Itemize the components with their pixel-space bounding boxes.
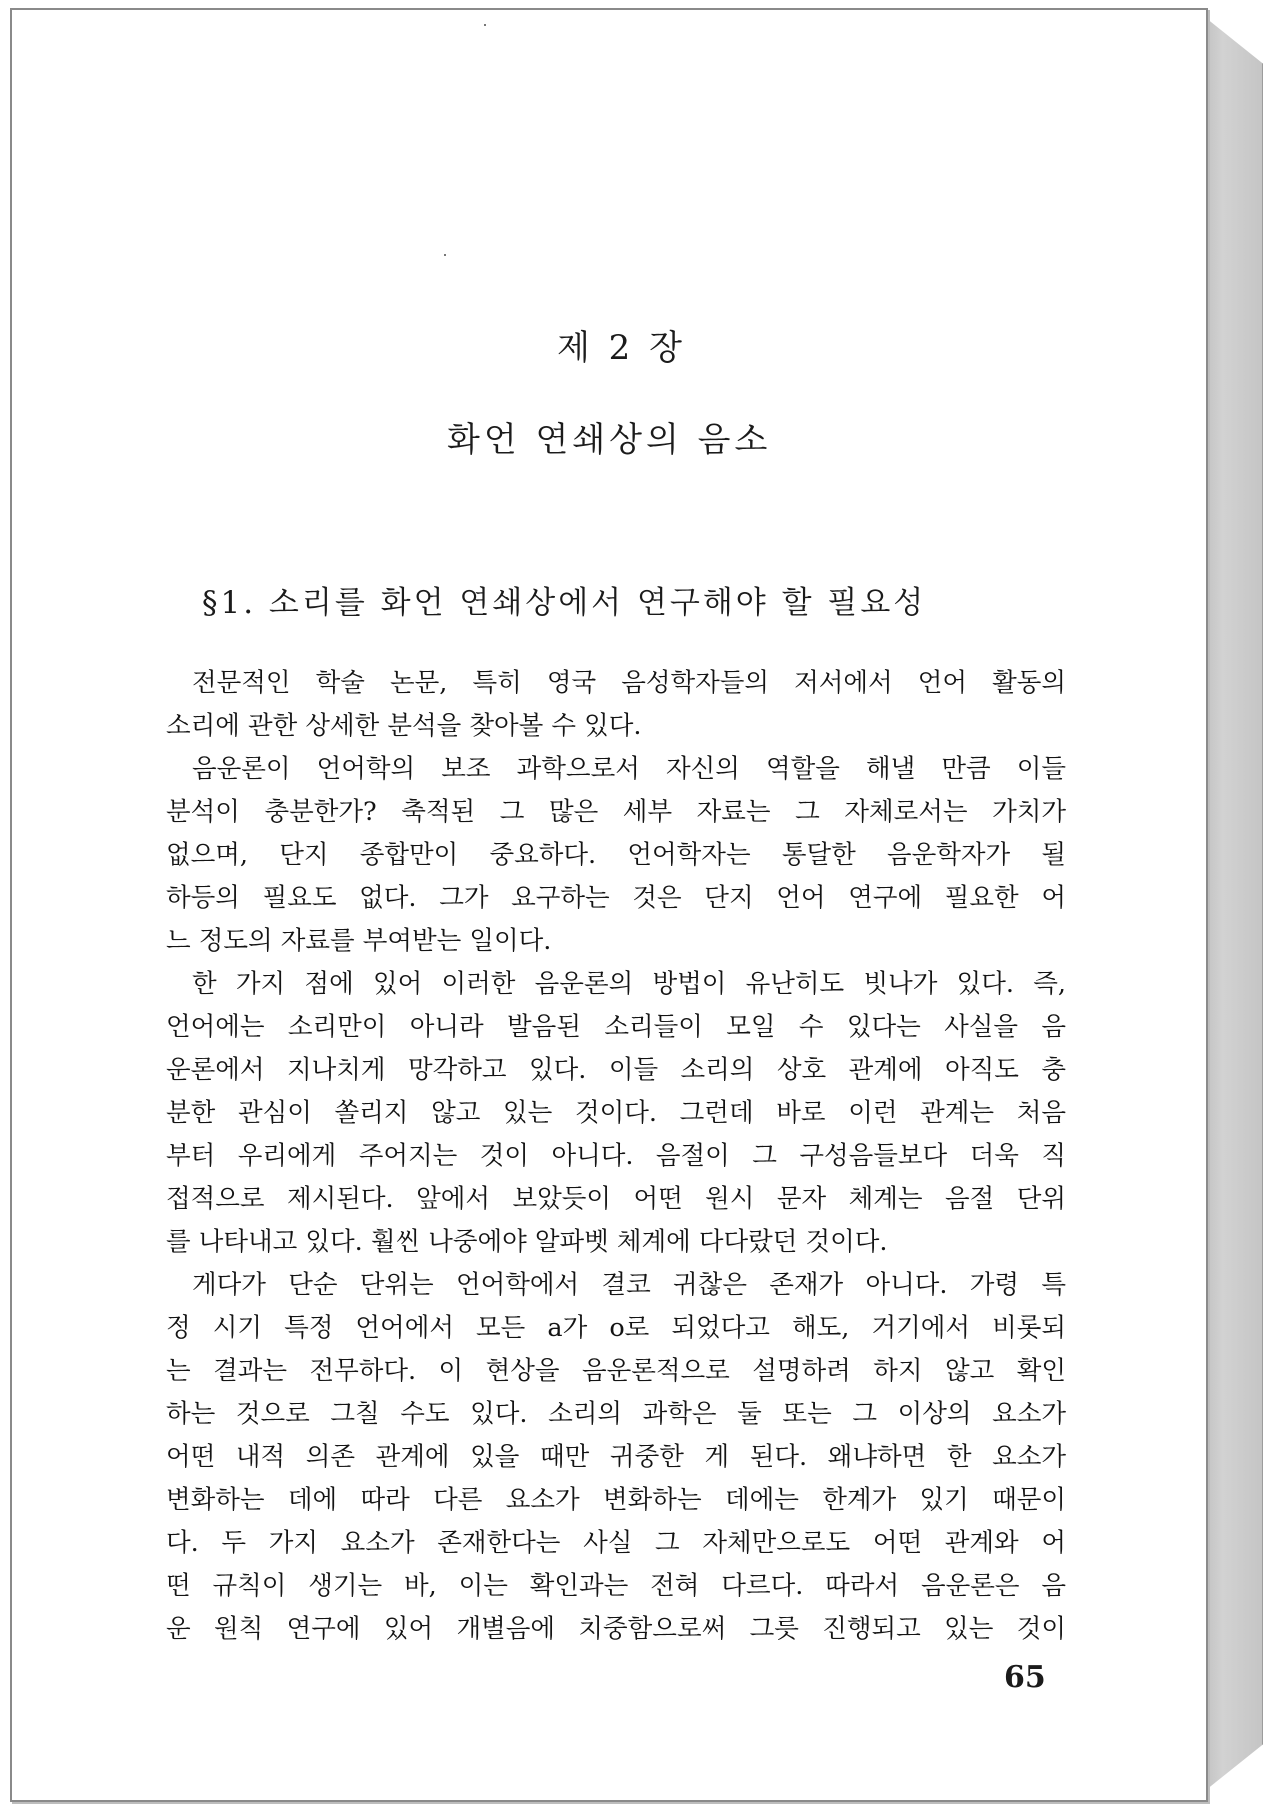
text-line: 느 정도의 자료를 부여받는 일이다. [166,926,552,956]
text-line: 음운론이 언어학의 보조 과학으로서 자신의 역할을 해낼 만큼 이들 [192,754,1066,784]
text-line: 변화하는 데에 따라 다른 요소가 변화하는 데에는 한계가 있기 때문이 [166,1485,1066,1515]
text-line: 운론에서 지나치게 망각하고 있다. 이들 소리의 상호 관계에 아직도 충 [166,1055,1066,1085]
text-line: 부터 우리에게 주어지는 것이 아니다. 음절이 그 구성음들보다 더욱 직 [166,1141,1066,1171]
text-line: 분한 관심이 쏠리지 않고 있는 것이다. 그런데 바로 이런 관계는 처음 [166,1098,1066,1128]
text-line: 한 가지 점에 있어 이러한 음운론의 방법이 유난히도 빗나가 있다. 즉, [192,969,1066,999]
body-text [166,662,1066,1651]
book-page [10,8,1208,1802]
chapter-number: 제 2 장 [557,328,686,368]
print-speck [484,24,486,26]
print-speck [444,254,446,256]
text-line: 를 나타내고 있다. 훨씬 나중에야 알파벳 체계에 다다랐던 것이다. [166,1227,888,1257]
text-line: 하는 것으로 그칠 수도 있다. 소리의 과학은 둘 또는 그 이상의 요소가 [166,1399,1066,1429]
text-line: 분석이 충분한가? 축적된 그 많은 세부 자료는 그 자체로서는 가치가 [166,797,1066,827]
text-line: 접적으로 제시된다. 앞에서 보았듯이 어떤 원시 문자 체계는 음절 단위 [166,1184,1066,1214]
text-line: 언어에는 소리만이 아니라 발음된 소리들이 모일 수 있다는 사실을 음 [166,1012,1066,1042]
chapter-title: 화언 연쇄상의 음소 [447,420,772,460]
text-line: 소리에 관한 상세한 분석을 찾아볼 수 있다. [166,711,642,741]
text-line: 운 원칙 연구에 있어 개별음에 치중함으로써 그릇 진행되고 있는 것이 [166,1614,1066,1644]
text-line: 정 시기 특정 언어에서 모든 a가 o로 되었다고 해도, 거기에서 비롯되 [166,1313,1066,1343]
text-line: 떤 규칙이 생기는 바, 이는 확인과는 전혀 다르다. 따라서 음운론은 음 [166,1571,1066,1601]
text-line: 다. 두 가지 요소가 존재한다는 사실 그 자체만으로도 어떤 관계와 어 [166,1528,1066,1558]
page-number: 65 [1004,1660,1046,1695]
text-line: 어떤 내적 의존 관계에 있을 때만 귀중한 게 된다. 왜냐하면 한 요소가 [166,1442,1066,1472]
text-line: 하등의 필요도 없다. 그가 요구하는 것은 단지 언어 연구에 필요한 어 [166,883,1066,913]
text-line: 는 결과는 전무하다. 이 현상을 음운론적으로 설명하려 하지 않고 확인 [166,1356,1066,1386]
text-line: 게다가 단순 단위는 언어학에서 결코 귀찮은 존재가 아니다. 가령 특 [192,1270,1066,1300]
section-heading: §1. 소리를 화언 연쇄상에서 연구해야 할 필요성 [202,585,927,621]
text-line: 없으며, 단지 종합만이 중요하다. 언어학자는 통달한 음운학자가 될 [166,840,1066,870]
text-line: 전문적인 학술 논문, 특히 영국 음성학자들의 저서에서 언어 활동의 [192,668,1066,698]
